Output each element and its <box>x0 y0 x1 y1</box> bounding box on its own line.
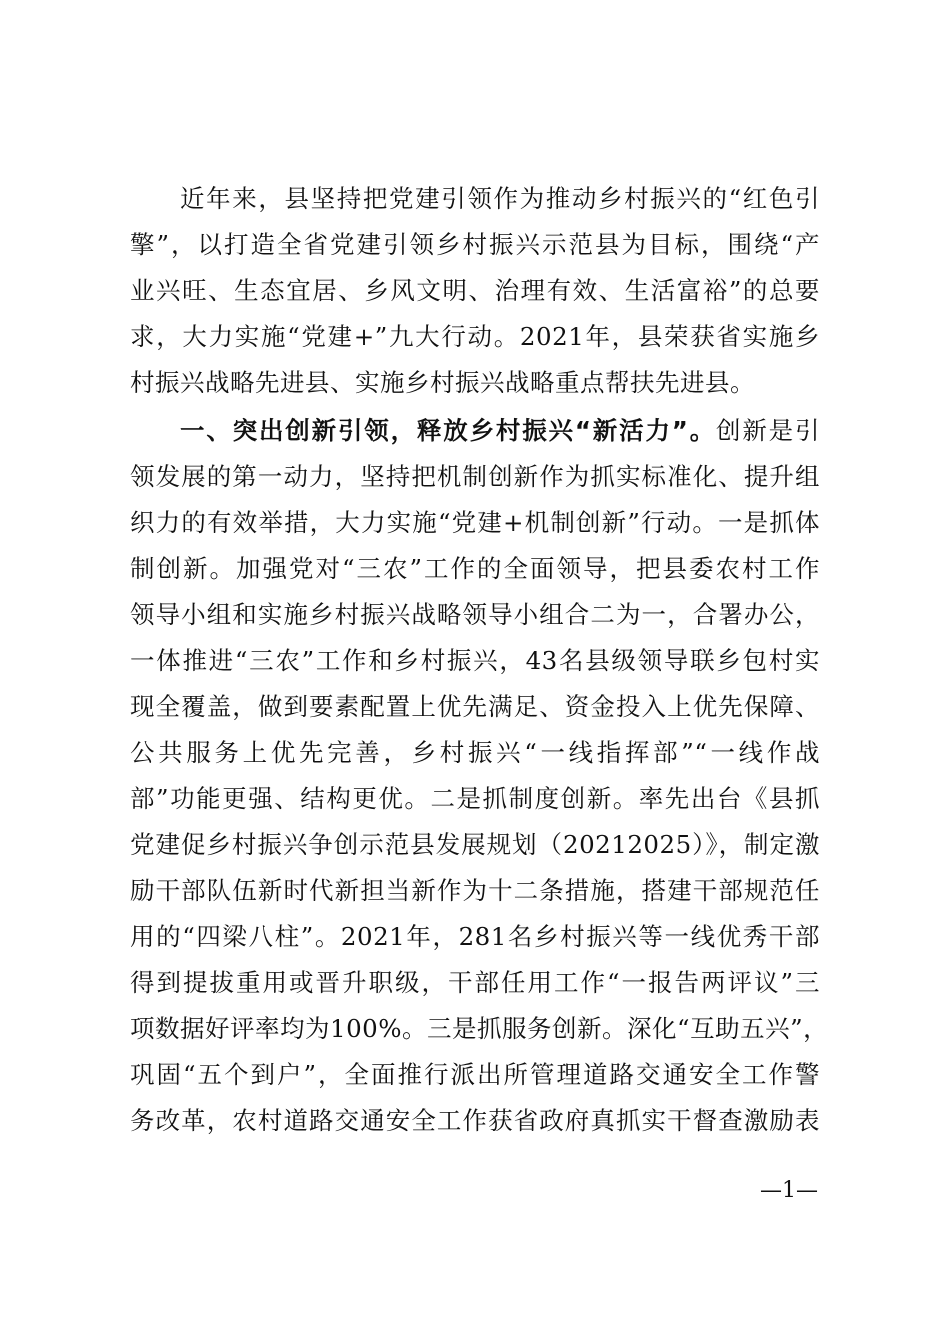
paragraph-2-line: 领导小组和实施乡村振兴战略领导小组合二为一，合署办公， <box>130 600 820 629</box>
paragraph-2-line: 务改革，农村道路交通安全工作获省政府真抓实干督查激励表 <box>130 1106 820 1135</box>
paragraph-2-line: 一体推进“三农”工作和乡村振兴，43名县级领导联乡包村实 <box>130 646 820 675</box>
paragraph-2-line: 得到提拔重用或晋升职级，干部任用工作“一报告两评议”三 <box>130 968 820 997</box>
section-heading: 一、突出创新引领，释放乡村振兴“新活力”。 <box>180 416 717 445</box>
paragraph-2-line: 励干部队伍新时代新担当新作为十二条措施，搭建干部规范任 <box>130 876 820 905</box>
page-number: —1— <box>760 1178 818 1203</box>
paragraph-1-line-3: 业兴旺、生态宜居、乡风文明、治理有效、生活富裕”的总要 <box>130 276 820 305</box>
paragraph-2-line: 领发展的第一动力，坚持把机制创新作为抓实标准化、提升组 <box>130 462 820 491</box>
paragraph-2-line: 制创新。加强党对“三农”工作的全面领导，把县委农村工作 <box>130 554 820 583</box>
paragraph-1-line-1: 近年来，县坚持把党建引领作为推动乡村振兴的“红色引 <box>180 184 820 213</box>
paragraph-2-line: 织力的有效举措，大力实施“党建+机制创新”行动。一是抓体 <box>130 508 820 537</box>
paragraph-2-line: 部”功能更强、结构更优。二是抓制度创新。率先出台《县抓 <box>130 784 820 813</box>
paragraph-1-line-4: 求，大力实施“党建+”九大行动。2021年，县荣获省实施乡 <box>130 322 820 351</box>
paragraph-2-line: 现全覆盖，做到要素配置上优先满足、资金投入上优先保障、 <box>130 692 820 721</box>
paragraph-2-line: 公共服务上优先完善，乡村振兴“一线指挥部”“一线作战 <box>130 738 820 767</box>
section-heading-continuation: 创新是引 <box>716 416 821 445</box>
paragraph-2-line: 用的“四梁八柱”。2021年，281名乡村振兴等一线优秀干部 <box>130 922 820 951</box>
paragraph-2-first-line <box>180 408 820 454</box>
paragraph-1-line-2: 擎”，以打造全省党建引领乡村振兴示范县为目标，围绕“产 <box>130 230 820 259</box>
paragraph-2-line: 项数据好评率均为100%。三是抓服务创新。深化“互助五兴”， <box>130 1014 829 1043</box>
paragraph-2-line: 巩固“五个到户”，全面推行派出所管理道路交通安全工作警 <box>130 1060 820 1089</box>
paragraph-1-line-5: 村振兴战略先进县、实施乡村振兴战略重点帮扶先进县。 <box>130 368 755 397</box>
paragraph-2-line: 党建促乡村振兴争创示范县发展规划（20212025）》，制定激 <box>130 830 820 859</box>
